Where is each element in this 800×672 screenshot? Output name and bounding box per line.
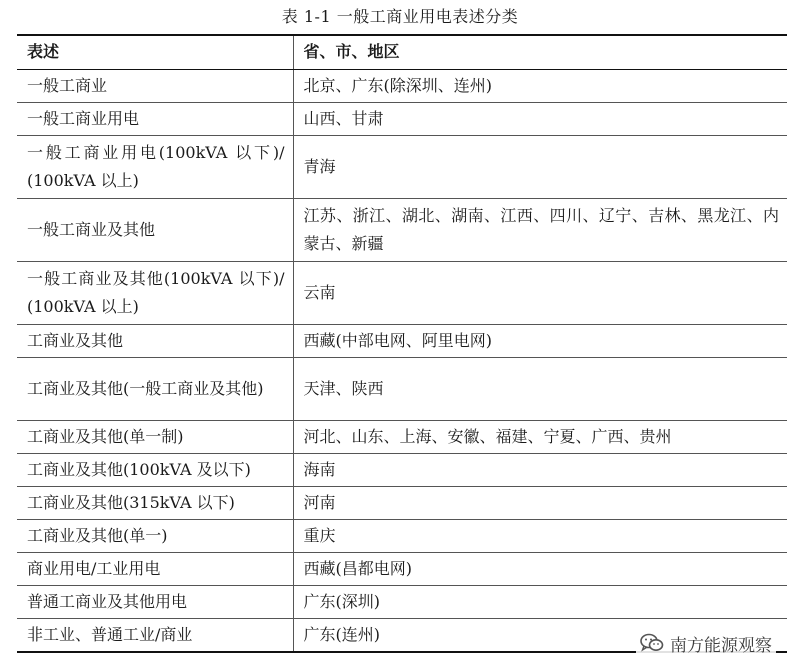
description-cell: 工商业及其他(315kVA 以下): [17, 487, 293, 520]
table-row: [17, 586, 787, 619]
region-cell: 山西、甘肃: [293, 103, 787, 136]
table-row: [17, 262, 787, 325]
region-cell: 河南: [293, 487, 787, 520]
table-row: [17, 553, 787, 586]
description-cell: 商业用电/工业用电: [17, 553, 293, 586]
region-cell: 重庆: [293, 520, 787, 553]
region-cell: 天津、陕西: [293, 358, 787, 421]
region-cell: 河北、山东、上海、安徽、福建、宁夏、广西、贵州: [293, 421, 787, 454]
header-description: 表述: [17, 35, 293, 70]
classification-table: [17, 34, 787, 653]
description-cell: 一般工商业及其他(100kVA 以下)/ (100kVA 以上): [17, 262, 293, 325]
region-cell: 西藏(中部电网、阿里电网): [293, 325, 787, 358]
description-cell: 工商业及其他(单一制): [17, 421, 293, 454]
watermark-text: 南方能源观察: [670, 635, 772, 656]
table-row: [17, 325, 787, 358]
description-cell: 工商业及其他: [17, 325, 293, 358]
region-cell: 北京、广东(除深圳、连州): [293, 70, 787, 103]
table-row: [17, 421, 787, 454]
table-row: [17, 358, 787, 421]
header-region: 省、市、地区: [293, 35, 787, 70]
description-cell: 工商业及其他(100kVA 及以下): [17, 454, 293, 487]
region-cell: 广东(深圳): [293, 586, 787, 619]
description-cell: 工商业及其他(单一): [17, 520, 293, 553]
region-cell: 广东(连州): [303, 624, 380, 644]
table-row: [17, 199, 787, 262]
region-cell: 海南: [293, 454, 787, 487]
description-cell: 一般工商业用电: [17, 103, 293, 136]
region-cell: 青海: [293, 136, 787, 199]
description-cell: 普通工商业及其他用电: [17, 586, 293, 619]
table-row: [17, 454, 787, 487]
region-cell: 江苏、浙江、湖北、湖南、江西、四川、辽宁、吉林、黑龙江、内蒙古、新疆: [293, 199, 787, 262]
header-row: [17, 35, 787, 70]
table-row: [17, 103, 787, 136]
description-cell: 一般工商业及其他: [17, 199, 293, 262]
region-cell: 云南: [293, 262, 787, 325]
table-row: [17, 520, 787, 553]
table-row: [17, 487, 787, 520]
table-row: [17, 70, 787, 103]
description-cell: 非工业、普通工业/商业: [17, 619, 293, 653]
region-cell: 西藏(昌都电网): [293, 553, 787, 586]
description-cell: 工商业及其他(一般工商业及其他): [17, 358, 293, 421]
wechat-icon: [640, 633, 664, 653]
description-cell: 一般工商业用电(100kVA 以下)/ (100kVA 以上): [17, 136, 293, 199]
table-caption: 表 1-1 一般工商业用电表述分类: [281, 7, 519, 26]
watermark: [636, 630, 776, 656]
table-row: [17, 136, 787, 199]
description-cell: 一般工商业: [17, 70, 293, 103]
